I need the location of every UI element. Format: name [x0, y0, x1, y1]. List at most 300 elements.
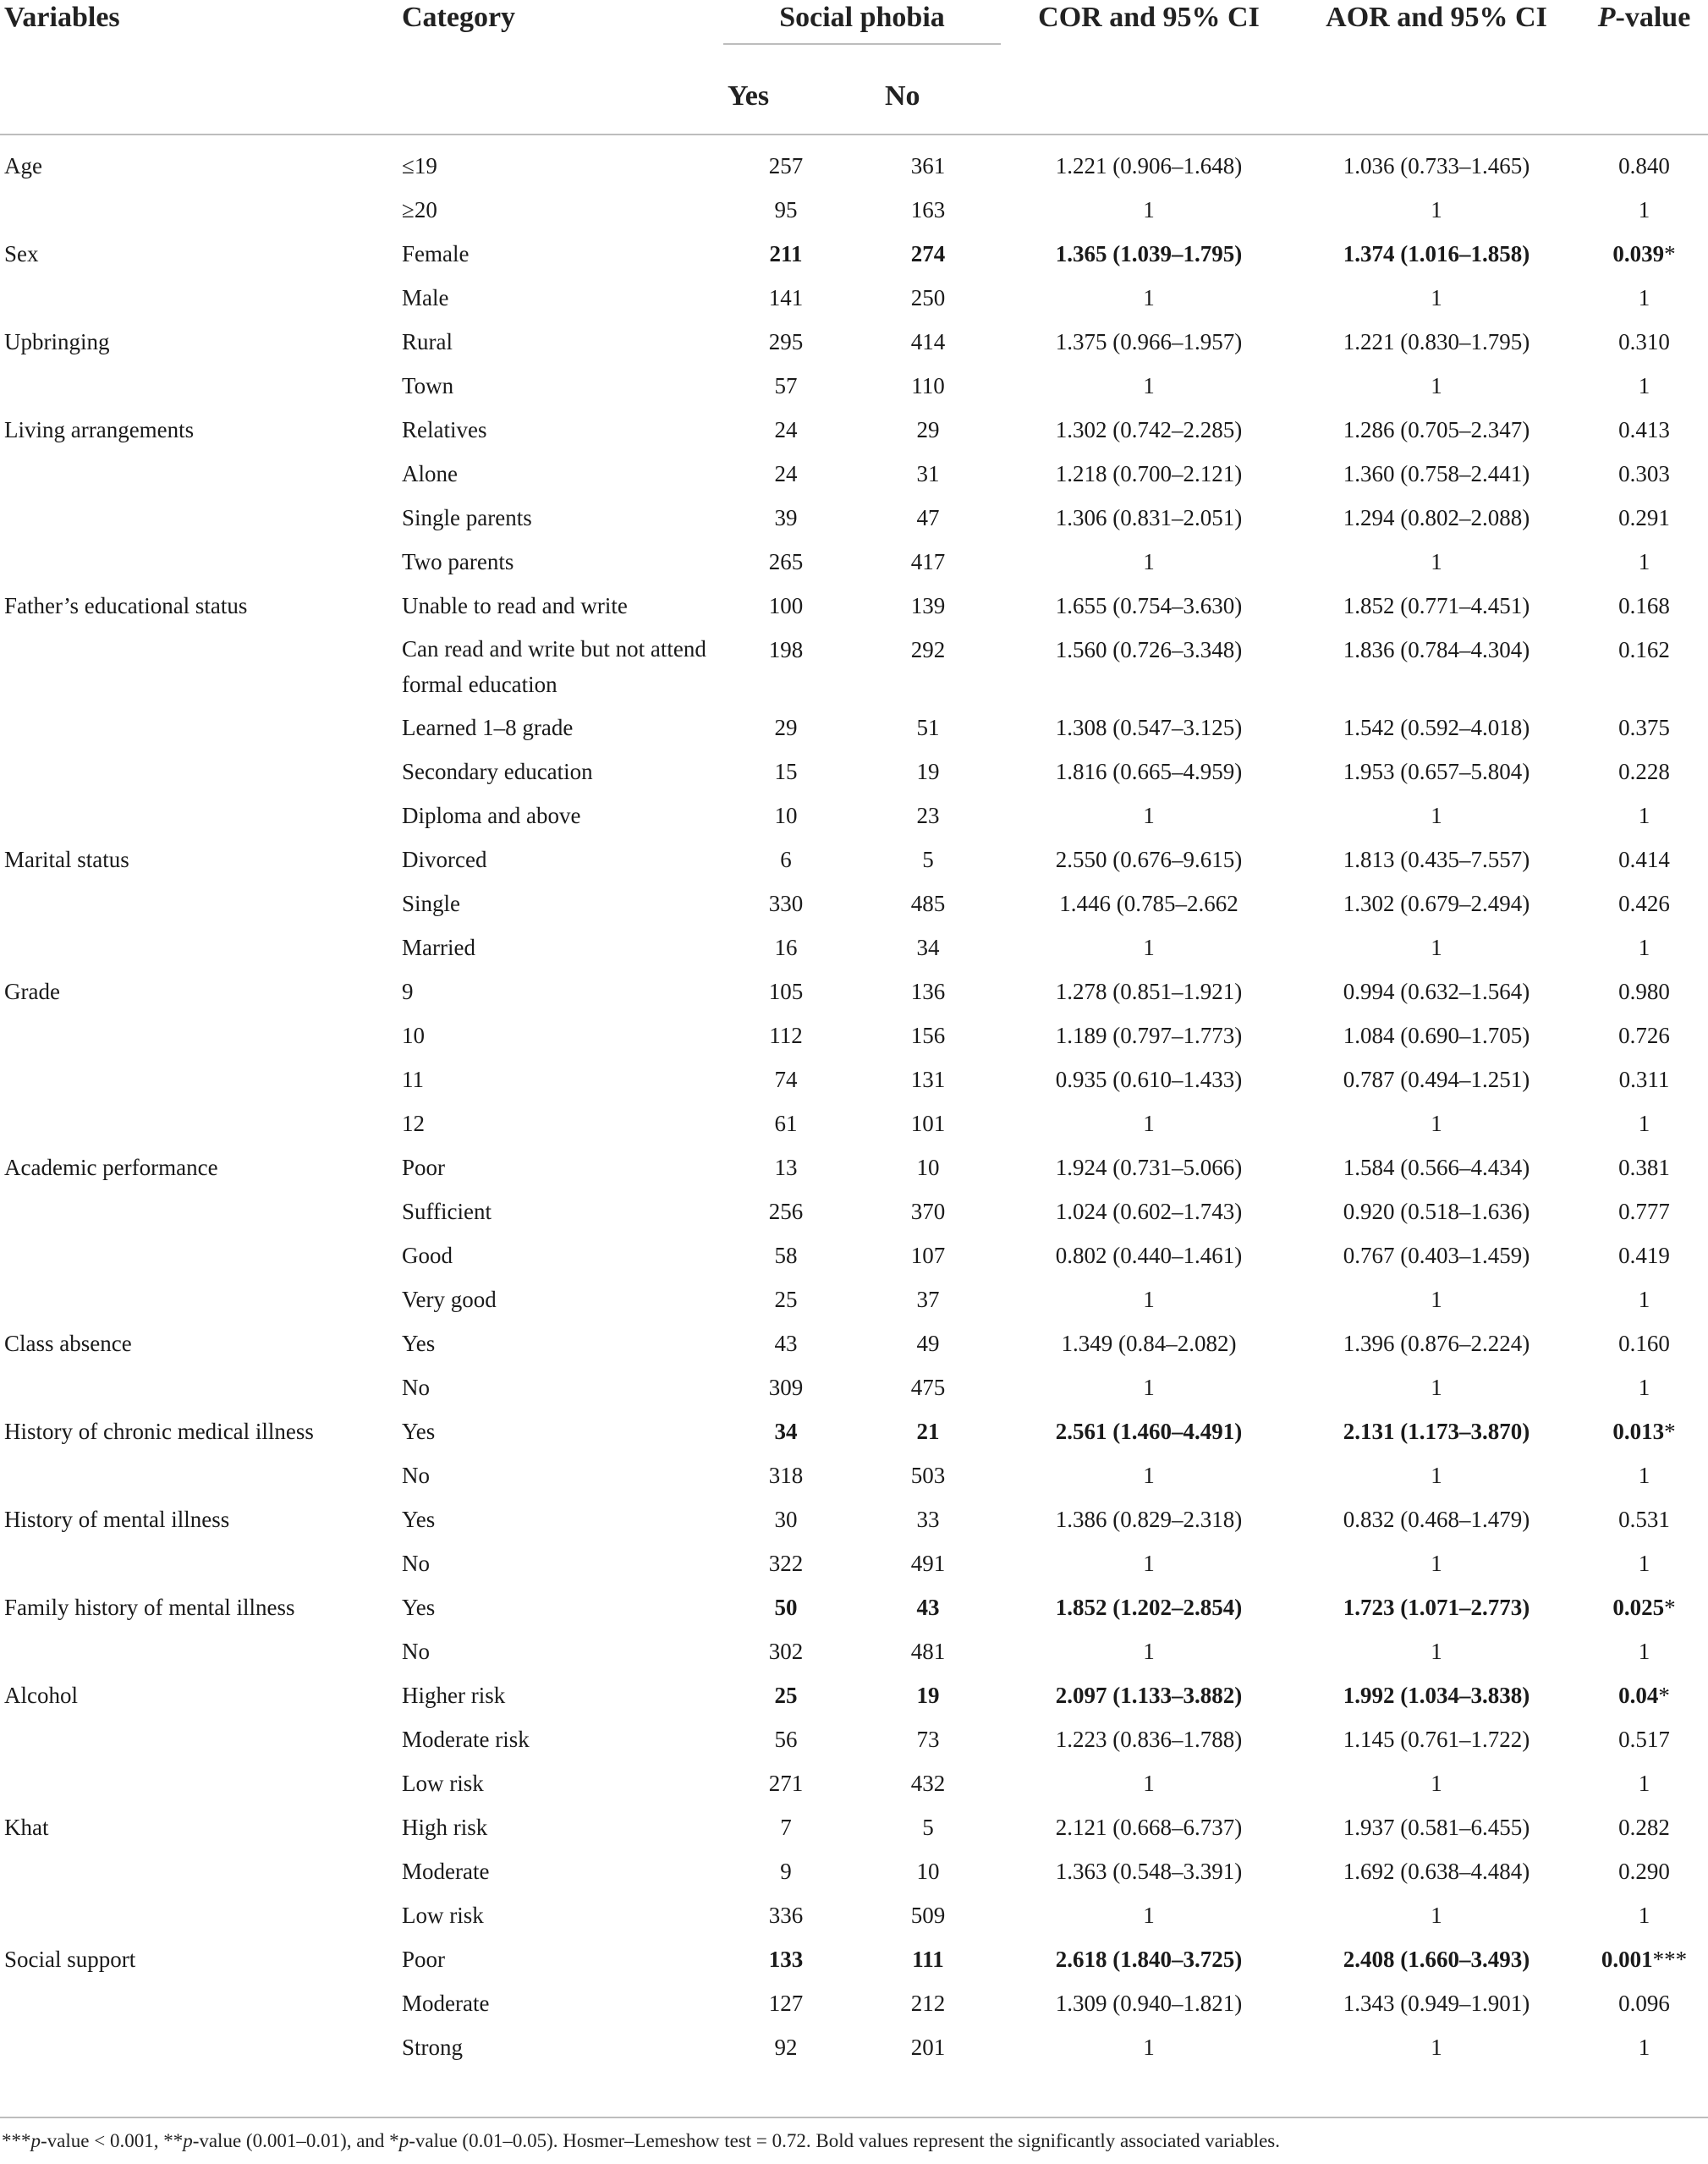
cor-cell: 1 [1143, 1551, 1155, 1576]
yes-count-cell: 61 [774, 1111, 798, 1136]
pvalue-cell [1580, 496, 1708, 540]
no-count-cell: 29 [916, 417, 940, 442]
aor-cell: 1.360 (0.758–2.441) [1343, 461, 1530, 486]
table-row [0, 1717, 1708, 1761]
pvalue-text: 0.517 [1618, 1727, 1670, 1752]
pvalue-text: 1 [1638, 1463, 1650, 1488]
cor-cell: 1.446 (0.785–2.662 [1059, 891, 1238, 916]
variable-cell [0, 925, 402, 969]
yes-count-cell: 15 [774, 759, 798, 784]
cor-cell: 0.802 (0.440–1.461) [1055, 1243, 1243, 1268]
category-cell: Low risk [402, 1771, 484, 1796]
variable-cell [0, 1761, 402, 1805]
pvalue-cell [1580, 1233, 1708, 1277]
yes-count-cell: 318 [768, 1463, 804, 1488]
table-row [0, 969, 1708, 1013]
aor-cell: 1.302 (0.679–2.494) [1343, 891, 1530, 916]
footnote-part: p [183, 2130, 193, 2151]
header-no: No [876, 59, 1005, 135]
pvalue-text: 0.419 [1618, 1243, 1670, 1268]
yes-count-cell: 56 [774, 1727, 798, 1752]
aor-cell: 1 [1431, 1287, 1442, 1312]
cor-cell: 2.097 (1.133–3.882) [1055, 1683, 1243, 1708]
pvalue-text: 1 [1638, 935, 1650, 960]
footnote-part: -value (0.001–0.01), and * [192, 2130, 399, 2151]
no-count-cell: 51 [916, 715, 940, 740]
variable-cell: Grade [4, 979, 60, 1004]
variable-cell [0, 706, 402, 750]
aor-cell: 1.145 (0.761–1.722) [1343, 1727, 1530, 1752]
pvalue-cell [1580, 1189, 1708, 1233]
table-row [0, 1365, 1708, 1409]
no-count-cell: 101 [910, 1111, 946, 1136]
no-count-cell: 491 [910, 1551, 946, 1576]
no-count-cell: 31 [916, 461, 940, 486]
category-cell: Single [402, 891, 461, 916]
header-blank [0, 59, 402, 135]
header-category: Category [402, 2, 516, 33]
aor-cell: 1.286 (0.705–2.347) [1343, 417, 1530, 442]
cor-cell: 1.218 (0.700–2.121) [1055, 461, 1243, 486]
pvalue-text: 1 [1638, 373, 1650, 398]
variable-cell [0, 540, 402, 584]
table-row [0, 750, 1708, 794]
pvalue-text: 0.426 [1618, 891, 1670, 916]
pvalue-cell [1580, 144, 1708, 188]
pvalue-cell [1580, 1013, 1708, 1057]
header-social-phobia [719, 0, 1005, 59]
yes-count-cell: 295 [768, 329, 804, 354]
yes-count-cell: 43 [774, 1331, 798, 1356]
aor-cell: 1.836 (0.784–4.304) [1343, 637, 1530, 662]
pvalue-cell [1580, 320, 1708, 364]
table-footnote [2, 2130, 1280, 2152]
yes-count-cell: 271 [768, 1771, 804, 1796]
cor-cell: 1.308 (0.547–3.125) [1055, 715, 1243, 740]
pvalue-cell [1580, 1937, 1708, 1981]
category-cell: Very good [402, 1287, 497, 1312]
variable-cell: Khat [4, 1815, 49, 1840]
pvalue-cell [1580, 1057, 1708, 1101]
table-row [0, 364, 1708, 408]
table-body [0, 135, 1708, 2069]
pvalue-cell [1580, 1453, 1708, 1497]
no-count-cell: 212 [910, 1991, 946, 2016]
header-pvalue-suffix: -value [1615, 2, 1691, 33]
aor-cell: 1.036 (0.733–1.465) [1343, 153, 1530, 179]
pvalue-text: 1 [1638, 1551, 1650, 1576]
cor-cell: 1 [1143, 1287, 1155, 1312]
no-count-cell: 21 [916, 1419, 940, 1444]
pvalue-cell [1580, 794, 1708, 838]
cor-cell: 1.852 (1.202–2.854) [1055, 1595, 1243, 1620]
pvalue-text: 0.310 [1618, 329, 1670, 354]
pvalue-cell [1580, 364, 1708, 408]
yes-count-cell: 302 [768, 1639, 804, 1664]
header-social-phobia-label: Social phobia [779, 2, 945, 33]
significance-marker: * [1658, 1683, 1670, 1708]
pvalue-text: 0.039 [1612, 241, 1665, 266]
no-count-cell: 10 [916, 1155, 940, 1180]
category-cell: Two parents [402, 549, 514, 574]
cor-cell: 1 [1143, 1111, 1155, 1136]
aor-cell: 0.767 (0.403–1.459) [1343, 1243, 1530, 1268]
yes-count-cell: 105 [768, 979, 804, 1004]
table-row [0, 1013, 1708, 1057]
no-count-cell: 5 [922, 1815, 934, 1840]
yes-count-cell: 13 [774, 1155, 798, 1180]
table-row [0, 1321, 1708, 1365]
pvalue-text: 0.001 [1601, 1947, 1653, 1972]
table-row [0, 320, 1708, 364]
cor-cell: 1 [1143, 935, 1155, 960]
footnote-part: -value (0.01–0.05). Hosmer–Lemeshow test = 0.72. Bold values represent the significantly associated variables. [409, 2130, 1280, 2151]
pvalue-text: 1 [1638, 1639, 1650, 1664]
pvalue-cell [1580, 628, 1708, 706]
variable-cell [0, 276, 402, 320]
pvalue-cell [1580, 452, 1708, 496]
variable-cell [0, 882, 402, 925]
variable-cell [0, 1365, 402, 1409]
significance-marker: * [1664, 1595, 1676, 1620]
aor-cell: 1 [1431, 549, 1442, 574]
pvalue-text: 0.282 [1618, 1815, 1670, 1840]
table-row [0, 496, 1708, 540]
no-count-cell: 47 [916, 505, 940, 530]
pvalue-cell [1580, 1101, 1708, 1145]
pvalue-cell [1580, 584, 1708, 628]
yes-count-cell: 58 [774, 1243, 798, 1268]
no-count-cell: 107 [910, 1243, 946, 1268]
table-row [0, 1937, 1708, 1981]
pvalue-text: 0.840 [1618, 153, 1670, 179]
aor-cell: 1 [1431, 1463, 1442, 1488]
cor-cell: 1 [1143, 1771, 1155, 1796]
category-cell [402, 628, 719, 706]
variable-cell: Marital status [4, 847, 129, 872]
no-count-cell: 481 [910, 1639, 946, 1664]
pvalue-text: 0.726 [1618, 1023, 1670, 1048]
cor-cell: 1.365 (1.039–1.795) [1055, 241, 1243, 266]
pvalue-text: 0.04 [1618, 1683, 1659, 1708]
yes-count-cell: 24 [774, 461, 798, 486]
table-row [0, 408, 1708, 452]
significance-marker: * [1664, 1419, 1676, 1444]
cor-cell: 1.189 (0.797–1.773) [1055, 1023, 1243, 1048]
no-count-cell: 111 [912, 1947, 944, 1972]
no-count-cell: 414 [910, 329, 946, 354]
pvalue-text: 1 [1638, 1771, 1650, 1796]
cor-cell: 1 [1143, 549, 1155, 574]
no-count-cell: 34 [916, 935, 940, 960]
aor-cell: 1.374 (1.016–1.858) [1343, 241, 1530, 266]
category-cell: Female [402, 241, 470, 266]
pvalue-text: 1 [1638, 1111, 1650, 1136]
no-count-cell: 19 [916, 1683, 940, 1708]
aor-cell: 0.994 (0.632–1.564) [1343, 979, 1530, 1004]
variable-cell: History of mental illness [4, 1507, 230, 1532]
table-row [0, 584, 1708, 628]
variable-cell: Age [4, 153, 42, 179]
category-cell: Yes [402, 1595, 436, 1620]
category-cell: Male [402, 285, 449, 310]
pvalue-cell [1580, 1717, 1708, 1761]
table-row [0, 1057, 1708, 1101]
category-cell: Alone [402, 461, 458, 486]
aor-cell: 1 [1431, 935, 1442, 960]
yes-count-cell: 95 [774, 197, 798, 222]
no-count-cell: 110 [911, 373, 945, 398]
pvalue-text: 1 [1638, 197, 1650, 222]
significance-marker: *** [1652, 1947, 1688, 1972]
table-row [0, 1277, 1708, 1321]
footnote-part: -value < 0.001, ** [41, 2130, 184, 2151]
variable-cell [0, 1541, 402, 1585]
footnote-part: p [398, 2130, 409, 2151]
aor-cell: 1.723 (1.071–2.773) [1343, 1595, 1530, 1620]
pvalue-cell [1580, 188, 1708, 232]
pvalue-text: 0.311 [1618, 1067, 1670, 1092]
category-cell: Yes [402, 1507, 436, 1532]
no-count-cell: 43 [916, 1595, 940, 1620]
table-row [0, 188, 1708, 232]
header-spacer [0, 135, 1708, 144]
category-cell: Moderate risk [402, 1727, 530, 1752]
pvalue-text: 1 [1638, 1903, 1650, 1928]
yes-count-cell: 133 [768, 1947, 804, 1972]
cor-cell: 2.618 (1.840–3.725) [1055, 1947, 1243, 1972]
pvalue-text: 1 [1638, 1375, 1650, 1400]
aor-cell: 1.084 (0.690–1.705) [1343, 1023, 1530, 1048]
yes-count-cell: 256 [768, 1199, 804, 1224]
aor-cell: 1.584 (0.566–4.434) [1343, 1155, 1530, 1180]
header-group-rule [723, 43, 1001, 45]
no-count-cell: 131 [910, 1067, 946, 1092]
pvalue-text: 0.303 [1618, 461, 1670, 486]
variable-cell [0, 1013, 402, 1057]
pvalue-cell [1580, 408, 1708, 452]
category-cell: High risk [402, 1815, 488, 1840]
category-cell: Secondary education [402, 759, 593, 784]
cor-cell: 2.550 (0.676–9.615) [1055, 847, 1243, 872]
yes-count-cell: 16 [774, 935, 798, 960]
category-cell: Higher risk [402, 1683, 506, 1708]
pvalue-cell [1580, 2025, 1708, 2069]
aor-cell: 1 [1431, 197, 1442, 222]
table-row [0, 925, 1708, 969]
table-row [0, 452, 1708, 496]
category-cell: No [402, 1463, 430, 1488]
header-pvalue [1580, 0, 1708, 59]
significance-marker: * [1664, 241, 1676, 266]
pvalue-cell [1580, 969, 1708, 1013]
pvalue-text: 0.168 [1618, 593, 1670, 618]
cor-cell: 1 [1143, 285, 1155, 310]
no-count-cell: 139 [910, 593, 946, 618]
cor-cell: 1.924 (0.731–5.066) [1055, 1155, 1243, 1180]
variable-cell: Alcohol [4, 1683, 78, 1708]
category-cell: Moderate [402, 1859, 490, 1884]
cor-cell: 1 [1143, 1375, 1155, 1400]
variable-cell: Living arrangements [4, 417, 195, 442]
aor-cell: 1.692 (0.638–4.484) [1343, 1859, 1530, 1884]
variable-cell [0, 794, 402, 838]
cor-cell: 0.935 (0.610–1.433) [1055, 1067, 1243, 1092]
cor-cell: 1 [1143, 2035, 1155, 2060]
aor-cell: 1.992 (1.034–3.838) [1343, 1683, 1530, 1708]
header-yes: Yes [719, 59, 876, 135]
aor-cell: 2.408 (1.660–3.493) [1343, 1947, 1530, 1972]
category-cell: 12 [402, 1111, 425, 1136]
pvalue-text: 0.160 [1618, 1331, 1670, 1356]
no-count-cell: 432 [910, 1771, 946, 1796]
pvalue-cell [1580, 540, 1708, 584]
cor-cell: 1.278 (0.851–1.921) [1055, 979, 1243, 1004]
table-row [0, 628, 1708, 706]
table-row [0, 1761, 1708, 1805]
aor-cell: 1.542 (0.592–4.018) [1343, 715, 1530, 740]
table-header [0, 0, 1708, 135]
table-row [0, 1585, 1708, 1629]
variable-cell [0, 750, 402, 794]
variable-cell [0, 1101, 402, 1145]
cor-cell: 2.561 (1.460–4.491) [1055, 1419, 1243, 1444]
pvalue-text: 0.414 [1618, 847, 1670, 872]
footnote-part: p [30, 2130, 41, 2151]
category-cell: Town [402, 373, 454, 398]
yes-count-cell: 265 [768, 549, 804, 574]
pvalue-text: 0.777 [1618, 1199, 1670, 1224]
table-row [0, 1541, 1708, 1585]
yes-count-cell: 9 [780, 1859, 792, 1884]
cor-cell: 1.223 (0.836–1.788) [1055, 1727, 1243, 1752]
table-row [0, 1629, 1708, 1673]
table-row [0, 1849, 1708, 1893]
aor-cell: 1 [1431, 1551, 1442, 1576]
variable-cell [0, 364, 402, 408]
no-count-cell: 485 [910, 891, 946, 916]
category-cell: Single parents [402, 505, 532, 530]
cor-cell: 1.655 (0.754–3.630) [1055, 593, 1243, 618]
category-cell: ≥20 [402, 197, 437, 222]
table-row [0, 882, 1708, 925]
yes-count-cell: 112 [769, 1023, 803, 1048]
no-count-cell: 475 [910, 1375, 946, 1400]
table-row [0, 2025, 1708, 2069]
pvalue-cell [1580, 1585, 1708, 1629]
category-cell: Low risk [402, 1903, 484, 1928]
pvalue-text: 1 [1638, 285, 1650, 310]
cor-cell: 2.121 (0.668–6.737) [1055, 1815, 1243, 1840]
aor-cell: 1 [1431, 373, 1442, 398]
pvalue-cell [1580, 706, 1708, 750]
header-variables: Variables [4, 2, 120, 33]
pvalue-text: 0.980 [1618, 979, 1670, 1004]
table-row [0, 1233, 1708, 1277]
table-row [0, 1673, 1708, 1717]
yes-count-cell: 7 [780, 1815, 792, 1840]
no-count-cell: 509 [910, 1903, 946, 1928]
cor-cell: 1 [1143, 803, 1155, 828]
variable-cell [0, 1233, 402, 1277]
header-cor: COR and 95% CI [1038, 2, 1260, 33]
variable-cell [0, 452, 402, 496]
pvalue-cell [1580, 1321, 1708, 1365]
variable-cell [0, 1893, 402, 1937]
no-count-cell: 156 [910, 1023, 946, 1048]
category-cell: Good [402, 1243, 453, 1268]
cor-cell: 1.306 (0.831–2.051) [1055, 505, 1243, 530]
yes-count-cell: 29 [774, 715, 798, 740]
table-row [0, 1145, 1708, 1189]
aor-cell: 1 [1431, 2035, 1442, 2060]
aor-cell: 1 [1431, 803, 1442, 828]
variable-cell [0, 1277, 402, 1321]
no-count-cell: 136 [910, 979, 946, 1004]
category-cell: Married [402, 935, 475, 960]
header-pvalue-italic: P [1597, 2, 1616, 33]
variable-cell: Academic performance [4, 1155, 218, 1180]
category-cell: Poor [402, 1155, 446, 1180]
variable-cell [0, 2025, 402, 2069]
table-row [0, 232, 1708, 276]
variable-cell [0, 1189, 402, 1233]
aor-cell: 1.953 (0.657–5.804) [1343, 759, 1530, 784]
table-row [0, 794, 1708, 838]
no-count-cell: 250 [910, 285, 946, 310]
yes-count-cell: 127 [768, 1991, 804, 2016]
yes-count-cell: 92 [774, 2035, 798, 2060]
aor-cell: 1.937 (0.581–6.455) [1343, 1815, 1530, 1840]
yes-count-cell: 336 [768, 1903, 804, 1928]
category-cell: No [402, 1551, 430, 1576]
pvalue-cell [1580, 1849, 1708, 1893]
table-row [0, 1893, 1708, 1937]
table-row [0, 1981, 1708, 2025]
variable-cell: Class absence [4, 1331, 132, 1356]
cor-cell: 1 [1143, 197, 1155, 222]
no-count-cell: 417 [910, 549, 946, 574]
yes-count-cell: 57 [774, 373, 798, 398]
aor-cell: 1 [1431, 1903, 1442, 1928]
header-blank [1293, 59, 1580, 135]
pvalue-cell [1580, 838, 1708, 882]
aor-cell: 1.343 (0.949–1.901) [1343, 1991, 1530, 2016]
yes-count-cell: 50 [774, 1595, 798, 1620]
variable-cell [0, 1629, 402, 1673]
category-cell: No [402, 1639, 430, 1664]
aor-cell: 1 [1431, 285, 1442, 310]
no-count-cell: 10 [916, 1859, 940, 1884]
table-row [0, 1101, 1708, 1145]
category-cell: Poor [402, 1947, 446, 1972]
pvalue-cell [1580, 232, 1708, 276]
pvalue-text: 1 [1638, 2035, 1650, 2060]
category-cell: 10 [402, 1023, 425, 1048]
category-cell: Relatives [402, 417, 487, 442]
category-cell: ≤19 [402, 153, 437, 179]
variable-cell: Father’s educational status [4, 593, 248, 618]
pvalue-text: 0.531 [1618, 1507, 1670, 1532]
header-aor: AOR and 95% CI [1326, 2, 1547, 33]
aor-cell: 1 [1431, 1111, 1442, 1136]
yes-count-cell: 211 [769, 241, 803, 266]
yes-count-cell: 198 [768, 637, 804, 662]
no-count-cell: 201 [910, 2035, 946, 2060]
category-cell: Unable to read and write [402, 593, 628, 618]
yes-count-cell: 25 [774, 1683, 798, 1708]
category-cell: Yes [402, 1419, 436, 1444]
